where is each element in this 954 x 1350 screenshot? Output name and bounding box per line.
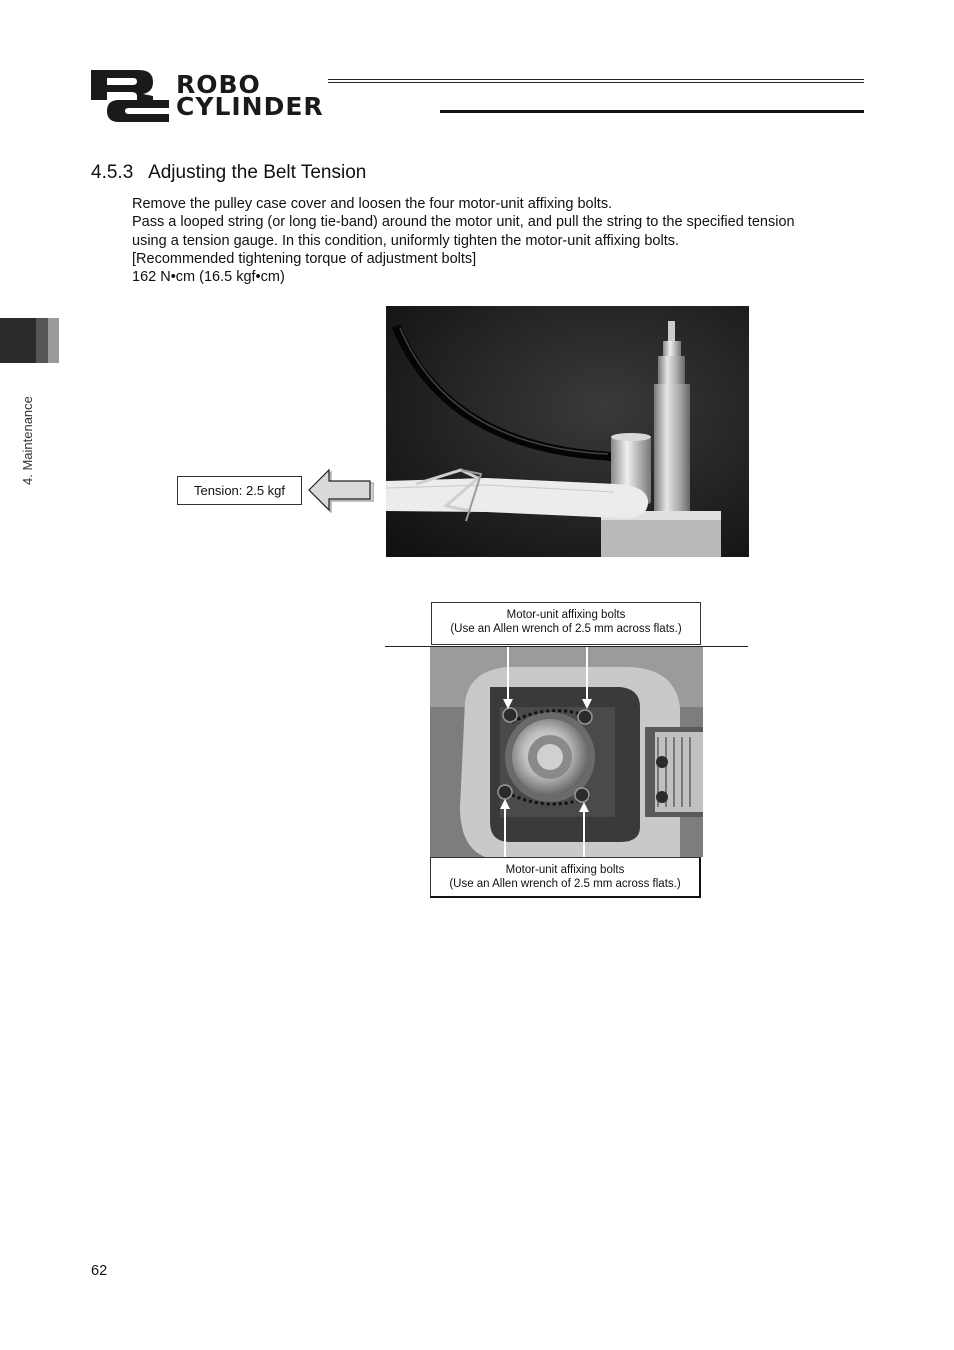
bolt-callout-top: [431, 602, 701, 645]
body-paragraph: [132, 195, 872, 286]
body-line: using a tension gauge. In this condition, uniformly tighten the motor-unit affixing bolts.: [132, 232, 680, 249]
motor-tension-photo: [386, 306, 749, 557]
callout-title: Motor-unit affixing bolts: [506, 609, 626, 621]
header-rule-thin: [328, 79, 864, 80]
chapter-label: 4. Maintenance: [20, 396, 35, 485]
tension-label: Tension: 2.5 kgf: [193, 483, 286, 498]
body-line: Remove the pulley case cover and loosen the four motor-unit affixing bolts.: [132, 196, 613, 212]
chapter-tab: [0, 318, 36, 363]
tension-label-box: [177, 476, 302, 505]
page-number: 62: [91, 1263, 108, 1279]
header-rule-thick: [440, 110, 864, 113]
arrow-left-icon: [306, 466, 374, 514]
chapter-tab-stripe: [48, 318, 59, 363]
logo-line-cylinder: CYLINDER: [176, 92, 324, 121]
callout-title: Motor-unit affixing bolts: [505, 864, 625, 876]
section-number: 4.5.3: [91, 162, 134, 183]
section-title: Adjusting the Belt Tension: [148, 162, 367, 183]
header-rule-thin: [328, 82, 864, 83]
callout-note: (Use an Allen wrench of 2.5 mm across flats.): [450, 623, 682, 635]
body-line: Pass a looped string (or long tie-band) around the motor unit, and pull the string to the specified tension: [132, 214, 795, 231]
body-line: [Recommended tightening torque of adjustment bolts]: [132, 250, 477, 267]
pulley-case-photo: [430, 647, 703, 857]
logo-wordmark: [176, 70, 324, 121]
logo-line-robo: ROBO: [176, 70, 261, 99]
body-line: 162 N•cm (16.5 kgf•cm): [132, 269, 285, 286]
rc-logo-icon: [91, 70, 169, 122]
bolt-callout-bottom: [430, 857, 701, 898]
callout-note: (Use an Allen wrench of 2.5 mm across flats.): [449, 878, 681, 890]
section-heading: [91, 162, 366, 184]
chapter-tab-stripe: [36, 318, 48, 363]
